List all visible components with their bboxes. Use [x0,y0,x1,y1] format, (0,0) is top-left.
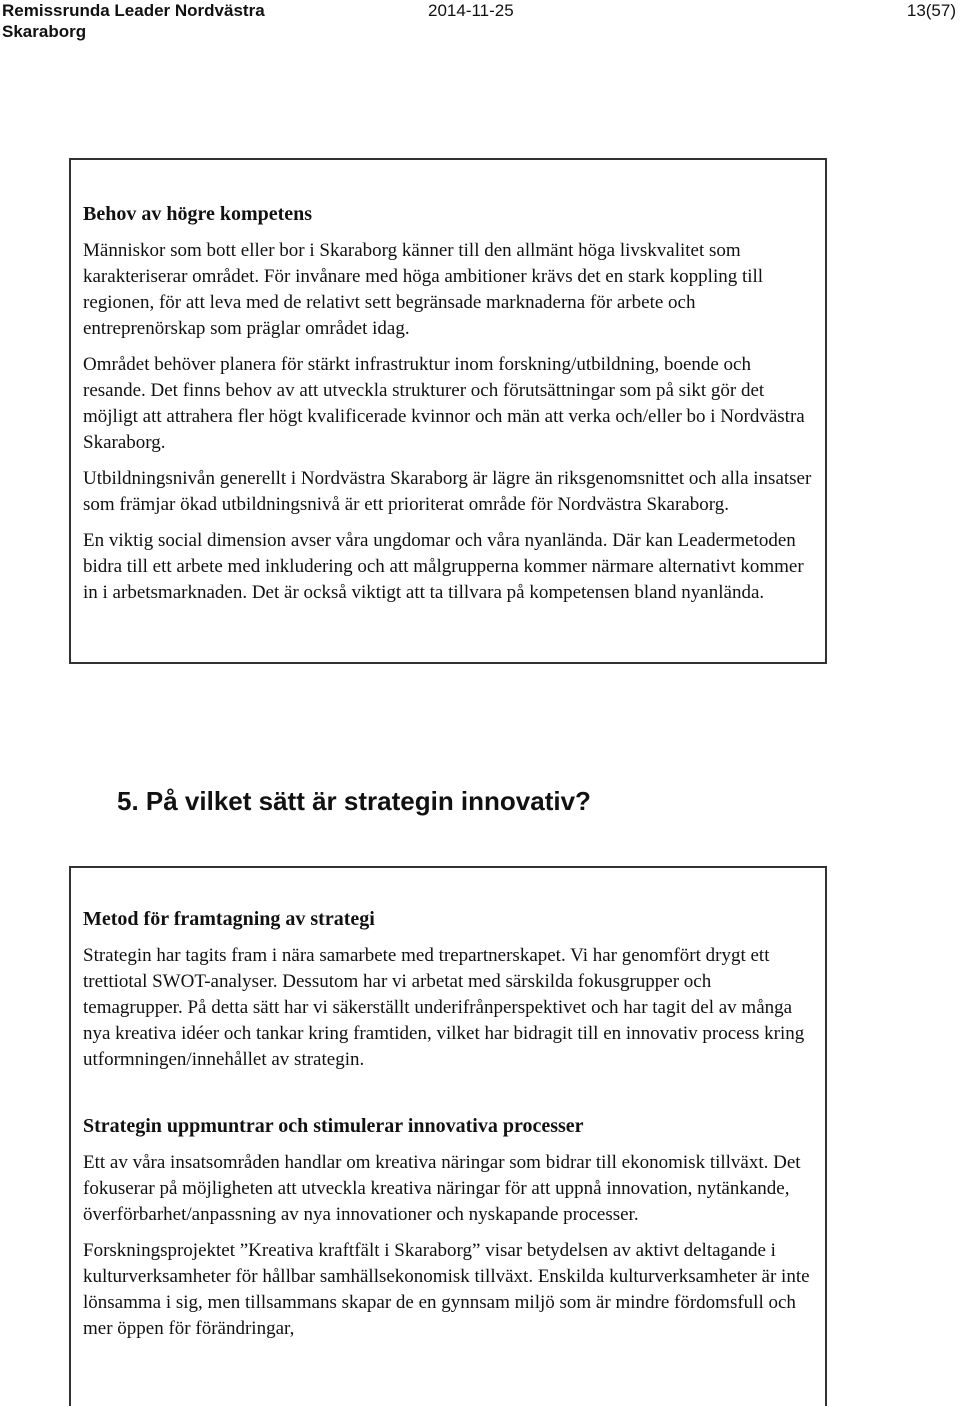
header-page-number: 13(57) [906,1,956,20]
competence-paragraph-3: Utbildningsnivån generellt i Nordvästra Skaraborg är lägre än riksgenomsnittet och alla insatser som främjar ökad utbildningsnivå är ett prioriterat område för Nordvästra Skaraborg. [83,468,812,515]
innovation-heading: Strategin uppmuntrar och stimulerar innovativa processer [83,1115,584,1137]
method-paragraph: Strategin har tagits fram i nära samarbete med trepartnerskapet. Vi har genomfört drygt ett trettiotal SWOT-analyser. Dessutom har vi arbetat med särskilda fokusgrupper och temagrupper. På detta sätt har vi säkerställt underifrånperspektivet och har tagit del av många nya kreativa idéer och tankar kring framtiden, vilket har bidragit till en innovativ process kring utformningen/innehållet av strategin. [83,945,805,1070]
section-title: 5. På vilket sätt är strategin innovativ? [117,786,591,816]
method-heading: Metod för framtagning av strategi [83,908,375,930]
header-org-line2: Skaraborg [2,22,87,41]
page-header [0,0,960,44]
innovation-paragraph-2: Forskningsprojektet ”Kreativa kraftfält i Skaraborg” visar betydelsen av aktivt deltagande i kulturverksamheter för hållbar samhällsekonomisk tillväxt. Enskilda kulturverksamheter är inte lönsamma i sig, men tillsammans skapar de en gynnsam miljö som är mindre fördomsfull och mer öppen för förändringar, [83,1240,810,1339]
competence-paragraph-2: Området behöver planera för stärkt infrastruktur inom forskning/utbildning, boende och resande. Det finns behov av att utveckla strukturer och förutsättningar som på sikt gör det möjligt att attrahera fler högt kvalificerade kvinnor och män att verka och/eller bo i Nordvästra Skaraborg. [83,354,805,453]
competence-paragraph-4: En viktig social dimension avser våra ungdomar och våra nyanlända. Där kan Leadermetoden bidra till ett arbete med inkludering och att målgrupperna kommer närmare alternativt kommer in i arbetsmarknaden. Det är också viktigt att ta tillvara på kompetensen bland nyanlända. [83,530,804,603]
innovation-box [69,866,827,1406]
competence-paragraph-1: Människor som bott eller bor i Skaraborg känner till den allmänt höga livskvalitet som karakteriserar området. För invånare med höga ambitioner krävs det en stark koppling till regionen, för att leva med de relativt sett begränsade marknaderna för arbete och entreprenörskap som präglar området idag. [83,240,764,339]
competence-heading: Behov av högre kompetens [83,203,313,225]
innovation-paragraph-1: Ett av våra insatsområden handlar om kreativa näringar som bidrar till ekonomisk tillväxt. Det fokuserar på möjligheten att utveckla kreativa näringar för att uppnå innovation, nytänkande, överförbarhet/anpassning av nya innovationer och nyskapande processer. [83,1152,801,1225]
competence-box [69,158,827,664]
header-date: 2014-11-25 [428,1,514,20]
header-org-line1: Remissrunda Leader Nordvästra [2,1,265,20]
header-organization [2,0,265,42]
